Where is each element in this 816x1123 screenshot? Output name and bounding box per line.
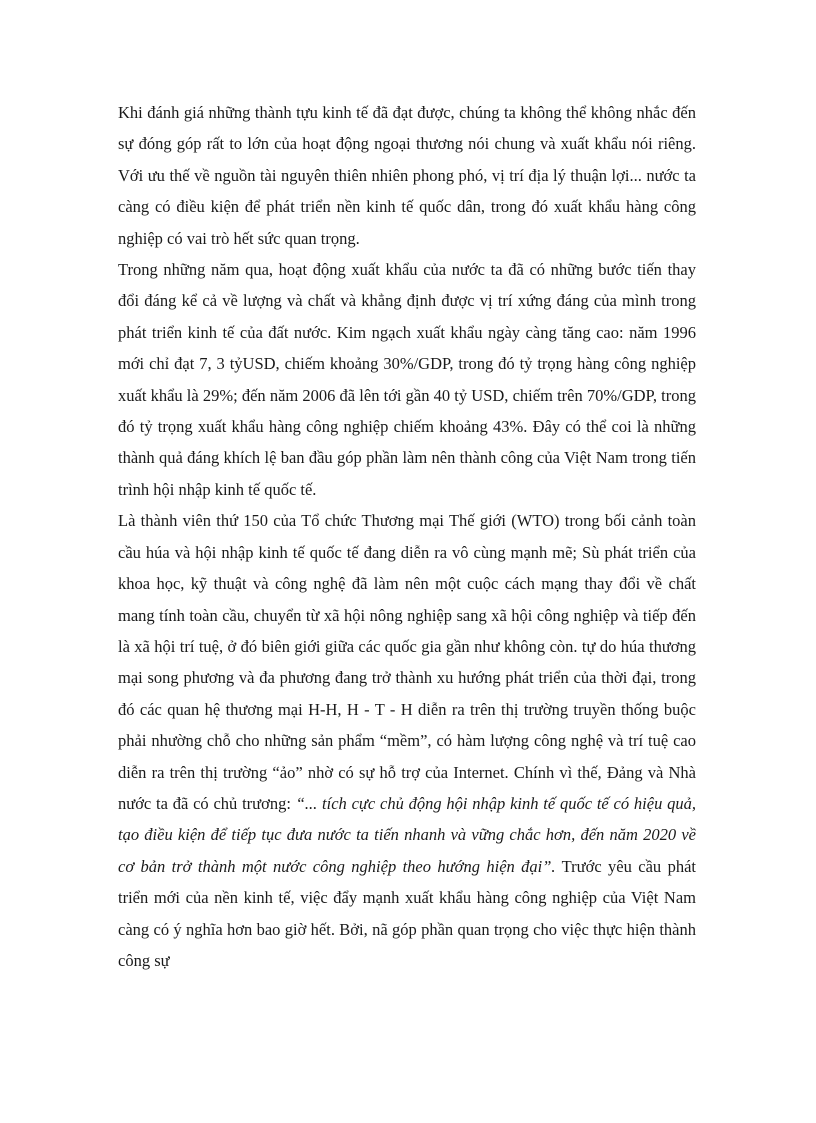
- body-text: [118, 97, 696, 976]
- paragraph-export-growth: Trong những năm qua, hoạt động xuất khẩu của nước ta đã có những bước tiến thay đổi đáng kể cả về lượng và chất và khẳng định được vị trí xứng đáng của mình trong phát triển kinh tế của đất nước. Kim ngạch xuất khẩu ngày càng tăng cao: năm 1996 mới chỉ đạt 7, 3 tỷUSD, chiếm khoảng 30%/GDP, trong đó tỷ trọng hàng công nghiệp xuất khẩu là 29%; đến năm 2006 đã lên tới gần 40 tỷ USD, chiếm trên 70%/GDP, trong đó tỷ trọng xuất khẩu hàng công nghiệp chiếm khoảng 43%. Đây có thể coi là những thành quả đáng khích lệ ban đầu góp phần làm nên thành công của Việt Nam trong tiến trình hội nhập kinh tế quốc tế.: [118, 260, 696, 499]
- paragraph-wto-text: Là thành viên thứ 150 của Tổ chức Thương mại Thế giới (WTO) trong bối cảnh toàn cầu húa và hội nhập kinh tế quốc tế đang diễn ra vô cùng mạnh mẽ; Sù phát triển của khoa học, kỹ thuật và công nghệ đã làm nên một cuộc cách mạng thay đổi về chất mang tính toàn cầu, chuyển từ xã hội nông nghiệp sang xã hội công nghiệp và tiếp đến là xã hội trí tuệ, ở đó biên giới giữa các quốc gia gần như không còn. tự do húa thương mại song phương và đa phương đang trở thành xu hướng phát triển của thời đại, trong đó các quan hệ thương mại H-H, H - T - H diễn ra trên thị trường truyền thống buộc phải nhường chỗ cho những sản phẩm “mềm”, có hàm lượng công nghệ và trí tuệ cao diễn ra trên thị trường “ảo” nhờ có sự hỗ trợ của Internet. Chính vì thế, Đảng và Nhà nước ta đã có chủ trương:: [118, 511, 696, 813]
- paragraph-wto-context: [118, 505, 696, 976]
- paragraph-wto-conclusion: Trước yêu cầu phát triển mới của nền kinh tế, việc đẩy mạnh xuất khẩu hàng công nghiệp của Việt Nam càng có ý nghĩa hơn bao giờ hết. Bởi, nã góp phần quan trọng cho việc thực hiện thành công sự: [118, 856, 696, 970]
- paragraph-intro: Khi đánh giá những thành tựu kinh tế đã đạt được, chúng ta không thể không nhắc đến sự đóng góp rất to lớn của hoạt động ngoại thương nói chung và xuất khẩu nói riêng. Với ưu thế về nguồn tài nguyên thiên nhiên phong phó, vị trí địa lý thuận lợi... nước ta càng có điều kiện để phát triển nền kinh tế quốc dân, trong đó xuất khẩu hàng công nghiệp có vai trò hết sức quan trọng.: [118, 103, 696, 248]
- policy-quote: “... tích cực chủ động hội nhập kinh tế quốc tế có hiệu quả, tạo điều kiện để tiếp tục đưa nước ta tiến nhanh và vững chắc hơn, đến năm 2020 về cơ bản trở thành một nước công nghiệp theo hướng hiện đại”.: [118, 793, 696, 876]
